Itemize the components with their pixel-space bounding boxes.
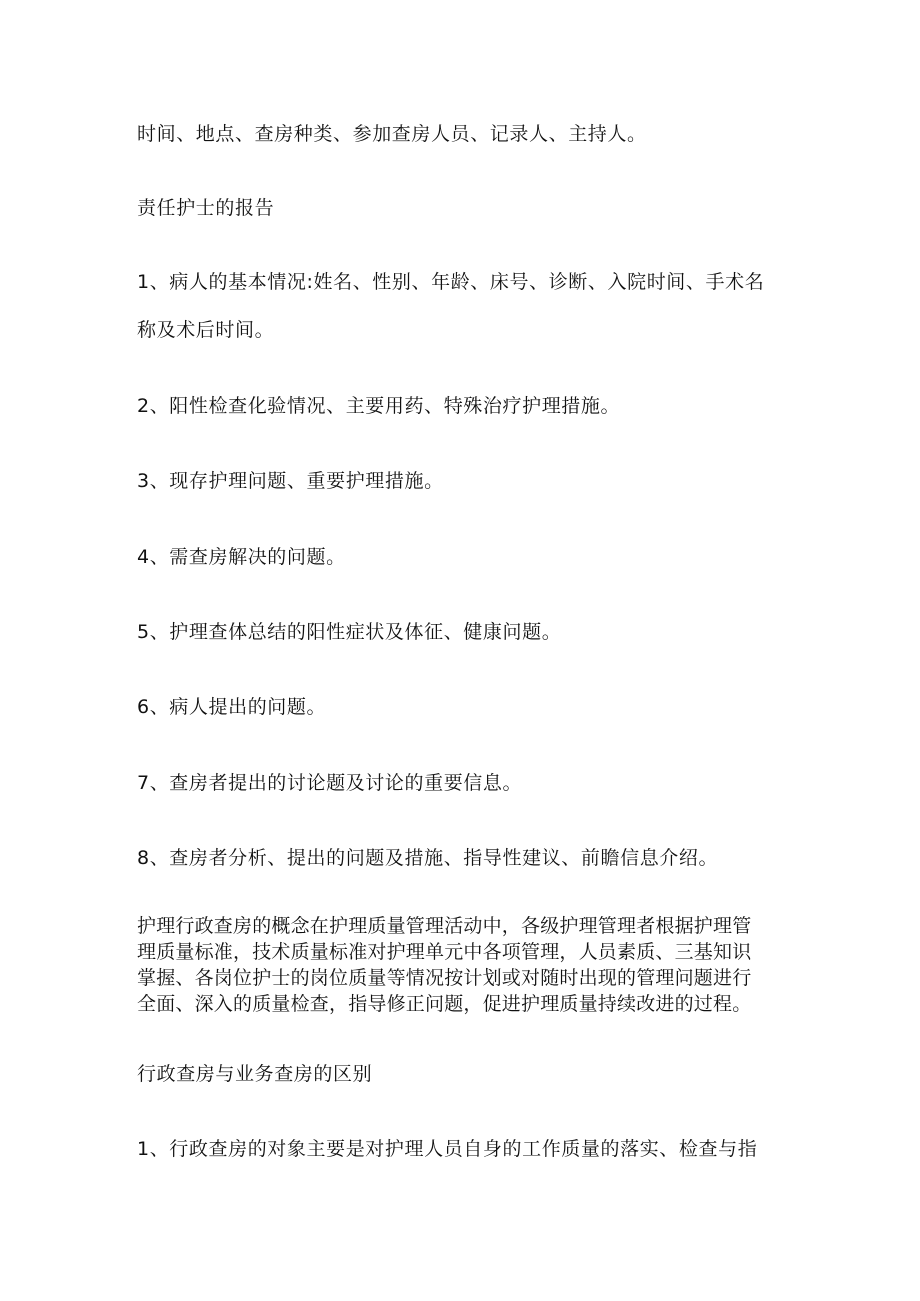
section-heading-difference: 行政查房与业务查房的区别 (137, 1063, 373, 1085)
section-heading-nurse-report: 责任护士的报告 (137, 197, 275, 219)
list-item-3: 3、现存护理问题、重要护理措施。 (137, 470, 444, 492)
list-item-difference-1: 1、行政查房的对象主要是对护理人员自身的工作质量的落实、检查与指 (137, 1138, 758, 1160)
list-item-7: 7、查房者提出的讨论题及讨论的重要信息。 (137, 772, 523, 794)
text-line-1: 时间、地点、查房种类、参加查房人员、记录人、主持人。 (137, 123, 647, 145)
paragraph-line: 护理行政查房的概念在护理质量管理活动中，各级护理管理者根据护理管 (137, 915, 752, 937)
list-item-8: 8、查房者分析、提出的问题及措施、指导性建议、前瞻信息介绍。 (137, 847, 719, 869)
paragraph-line: 全面、深入的质量检查，指导修正问题，促进护理质量持续改进的过程。 (137, 993, 752, 1015)
list-item-2: 2、阳性检查化验情况、主要用药、特殊治疗护理措施。 (137, 395, 621, 417)
list-item-1-continued: 称及术后时间。 (137, 319, 275, 341)
list-item-1: 1、病人的基本情况:姓名、性别、年龄、床号、诊断、入院时间、手术名 (137, 271, 765, 293)
paragraph-line: 掌握、各岗位护士的岗位质量等情况按计划或对随时出现的管理问题进行 (137, 967, 752, 989)
list-item-5: 5、护理查体总结的阳性症状及体征、健康问题。 (137, 621, 562, 643)
definition-paragraph (137, 913, 787, 1017)
paragraph-line: 理质量标准，技术质量标准对护理单元中各项管理，人员素质、三基知识 (137, 941, 752, 963)
list-item-4: 4、需查房解决的问题。 (137, 546, 346, 568)
list-item-6: 6、病人提出的问题。 (137, 696, 327, 718)
